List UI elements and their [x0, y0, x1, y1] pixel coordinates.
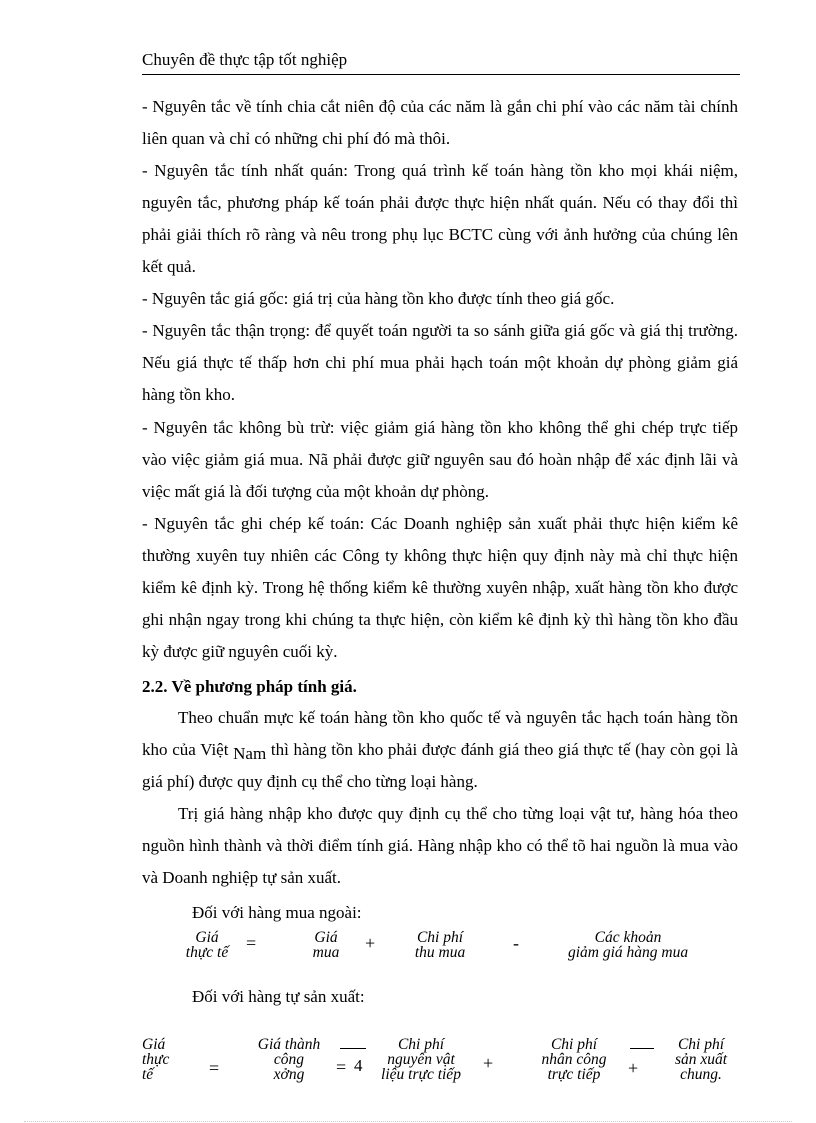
formula2-four: 4 — [354, 1056, 363, 1075]
formula1-actual-price: Giá thực tế — [185, 929, 229, 961]
formula1-purchase-price: Giá mua — [312, 929, 340, 961]
formula2-labor-cost: Chi phí nhân công trực tiếp — [541, 1036, 607, 1083]
formula2-dash-2 — [630, 1048, 654, 1049]
page-bottom-divider — [24, 1121, 792, 1122]
formula2-plus-1: + — [483, 1053, 494, 1073]
formula1-plus: + — [365, 933, 376, 953]
formula2-actual-price: Giá thực tế — [142, 1036, 170, 1083]
valuation-intro-text-end: thì hàng tồn kho phải được đánh giá theo giá thực tế (hay còn gọi là giá phí) được quy định cụ thể cho từng loại hàng. — [142, 740, 739, 791]
formula2-plus-2: + — [628, 1058, 639, 1078]
paragraph-import-value: Trị giá hàng nhập kho được quy định cụ thể cho từng loại vật tư, hàng hóa theo nguồn hình thành và thời điểm tính giá. Hàng nhập kho có thể tõ hai nguồn là mua vào và Doanh nghiệp tự sản xuất. — [142, 804, 738, 887]
formula2-equals: = — [209, 1058, 220, 1078]
country-word: Nam — [233, 744, 267, 763]
formula2-overhead-cost: Chi phí sản xuất chung. — [674, 1036, 728, 1083]
header-title: Chuyên đề thực tập tốt nghiệp — [142, 50, 348, 69]
valuation-intro-text: Theo chuẩn mực kế toán hàng tồn kho quốc tế và nguyên tắc hạch toán hàng tồn kho của Việt — [142, 708, 738, 759]
formula1-label: Đối với hàng mua ngoài: — [192, 903, 362, 922]
paragraph-cost-principle: - Nguyên tắc giá gốc: giá trị của hàng tồn kho được tính theo giá gốc. — [142, 289, 615, 308]
formula2-factory-cost: Giá thành công xởng — [257, 1036, 321, 1083]
paragraph-period-principle: - Nguyên tắc về tính chia cắt niên độ của các năm là gắn chi phí vào các năm tài chính liên quan và chỉ có những chi phí đó mà thôi. — [142, 97, 738, 148]
formula2-dash-1 — [340, 1048, 366, 1049]
paragraph-valuation-intro — [142, 702, 738, 798]
paragraph-prudence-principle: - Nguyên tắc thận trọng: để quyết toán người ta so sánh giữa giá gốc và giá thị trường. Nếu giá thực tế thấp hơn chi phí mua phải hạch toán một khoản dự phòng giảm giá hàng tồn kho. — [142, 321, 738, 404]
formula2-label: Đối với hàng tự sản xuất: — [192, 987, 365, 1006]
formula1-minus: - — [513, 933, 519, 953]
paragraph-recording-principle: - Nguyên tắc ghi chép kế toán: Các Doanh nghiệp sản xuất phải thực hiện kiểm kê thường xuyên tuy nhiên các Công ty không thực hiện quy định này mà chỉ thực hiện kiểm kê định kỳ. Trong hệ thống kiểm kê thường xuyên nhập, xuất hàng tồn kho được ghi nhận ngay trong khi chúng ta thực hiện, còn kiểm kê định kỳ thì hàng tồn kho đầu kỳ được giữ nguyên cuối kỳ. — [142, 514, 738, 661]
paragraph-consistency-principle: - Nguyên tắc tính nhất quán: Trong quá trình kế toán hàng tồn kho mọi khái niệm, nguyên tắc, phương pháp kế toán phải được thực hiện nhất quán. Nếu có thay đổi thì phải giải thích rõ ràng và nêu trong phụ lục BCTC cùng với ảnh hưởng của chúng lên kết quả. — [142, 161, 738, 276]
formula1-discounts: Các khoản giảm giá hàng mua — [567, 929, 689, 961]
paragraph-no-offset-principle: - Nguyên tắc không bù trừ: việc giảm giá hàng tồn kho không thể ghi chép trực tiếp vào việc giảm giá mua. Nã phải được giữ nguyên sau đó hoàn nhập để xác định lãi và việc mất giá là đối tượng của một khoản dự phòng. — [142, 418, 738, 501]
formula2-material-cost: Chi phí nguyên vật liệu trực tiếp — [381, 1036, 461, 1083]
formula1-purchase-cost: Chi phí thu mua — [414, 929, 466, 961]
formula2-equals-2: = — [336, 1057, 347, 1077]
page-header — [142, 48, 740, 75]
section-heading: 2.2. Về phương pháp tính giá. — [142, 677, 357, 696]
formula1-equals: = — [246, 933, 257, 953]
